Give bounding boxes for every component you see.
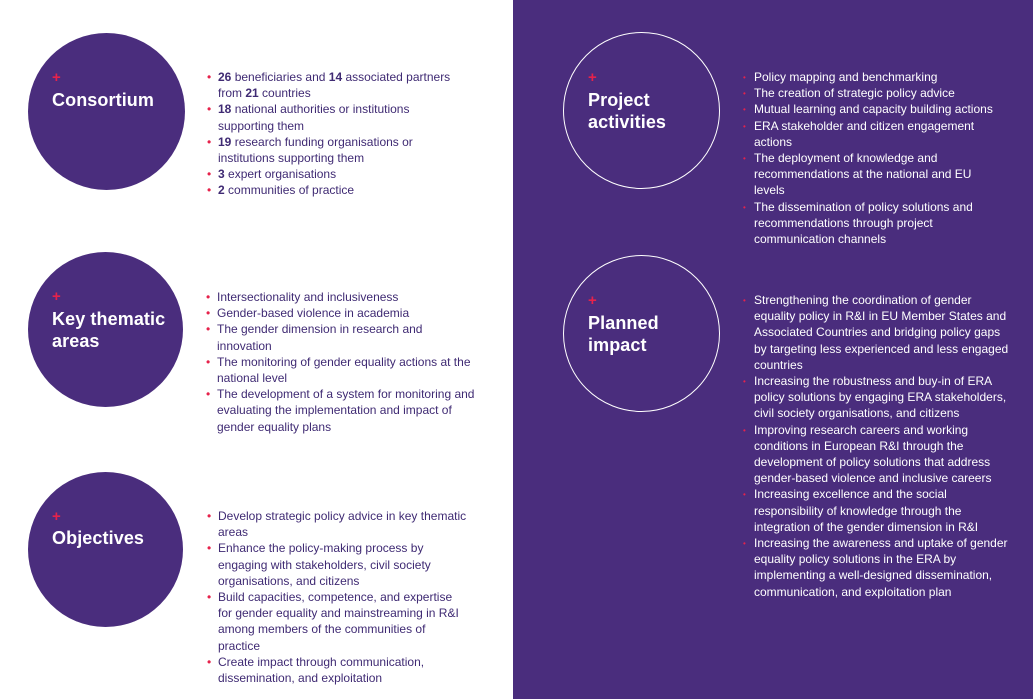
list-item: • Build capacities, competence, and expertise for gender equality and mainstreaming in R&I among members of the communities of practice <box>207 589 469 654</box>
key-thematic-areas-circle <box>28 252 183 407</box>
plus-icon: + <box>52 69 61 86</box>
list-item: • Increasing the awareness and uptake of gender equality policy solutions in the ERA by implementing a well-designed dissemination, communication, and exploitation plan <box>743 535 1011 600</box>
list-item: • Gender-based violence in academia <box>206 305 476 321</box>
project-activities-circle <box>563 32 720 189</box>
list-item: • Develop strategic policy advice in key thematic areas <box>207 508 469 540</box>
plus-icon: + <box>52 508 61 525</box>
list-item: • Mutual learning and capacity building actions <box>743 101 1005 117</box>
consortium-list <box>207 69 467 199</box>
list-item: • 2 communities of practice <box>207 182 467 198</box>
list-item: • 26 beneficiaries and 14 associated partners from 21 countries <box>207 69 467 101</box>
list-item: • The dissemination of policy solutions and recommendations through project communication channels <box>743 199 1005 248</box>
list-item: • The deployment of knowledge and recommendations at the national and EU levels <box>743 150 1005 199</box>
key-thematic-areas-title: Key thematic areas <box>52 309 166 351</box>
list-item: • The gender dimension in research and innovation <box>206 321 476 353</box>
list-item: • The creation of strategic policy advice <box>743 85 1005 101</box>
list-item: • 18 national authorities or institutions supporting them <box>207 101 467 133</box>
project-activities-title: Project activities <box>588 90 667 132</box>
list-item: • The development of a system for monitoring and evaluating the implementation and impact of gender equality plans <box>206 386 476 435</box>
objectives-circle <box>28 472 183 627</box>
list-item: • 19 research funding organisations or institutions supporting them <box>207 134 467 166</box>
list-item: • Increasing the robustness and buy-in of ERA policy solutions by engaging ERA stakeholders, civil society organisations, and citizens <box>743 373 1011 422</box>
list-item: • 3 expert organisations <box>207 166 467 182</box>
list-item: • ERA stakeholder and citizen engagement actions <box>743 118 1005 150</box>
planned-impact-circle <box>563 255 720 412</box>
project-activities-list <box>743 69 1005 247</box>
list-item: • The monitoring of gender equality actions at the national level <box>206 354 476 386</box>
list-item: • Strengthening the coordination of gender equality policy in R&I in EU Member States and Associated Countries and bridging policy gaps by targeting less experienced and less engaged countries <box>743 292 1011 373</box>
list-item: • Policy mapping and benchmarking <box>743 69 1005 85</box>
consortium-circle <box>28 33 185 190</box>
planned-impact-title: Planned impact <box>588 313 659 355</box>
plus-icon: + <box>52 288 61 305</box>
consortium-title: Consortium <box>52 90 154 110</box>
plus-icon: + <box>588 69 597 86</box>
plus-icon: + <box>588 292 597 309</box>
objectives-title: Objectives <box>52 528 145 548</box>
list-item: • Enhance the policy-making process by engaging with stakeholders, civil society organisations, and citizens <box>207 540 469 589</box>
key-thematic-areas-list <box>206 289 476 435</box>
planned-impact-list <box>743 292 1011 600</box>
list-item: • Create impact through communication, dissemination, and exploitation <box>207 654 469 686</box>
list-item: • Intersectionality and inclusiveness <box>206 289 476 305</box>
objectives-list <box>207 508 469 686</box>
list-item: • Increasing excellence and the social responsibility of knowledge through the integration of the gender dimension in R&I <box>743 486 1011 535</box>
list-item: • Improving research careers and working conditions in European R&I through the development of policy solutions that address gender-based violence and inclusive careers <box>743 422 1011 487</box>
